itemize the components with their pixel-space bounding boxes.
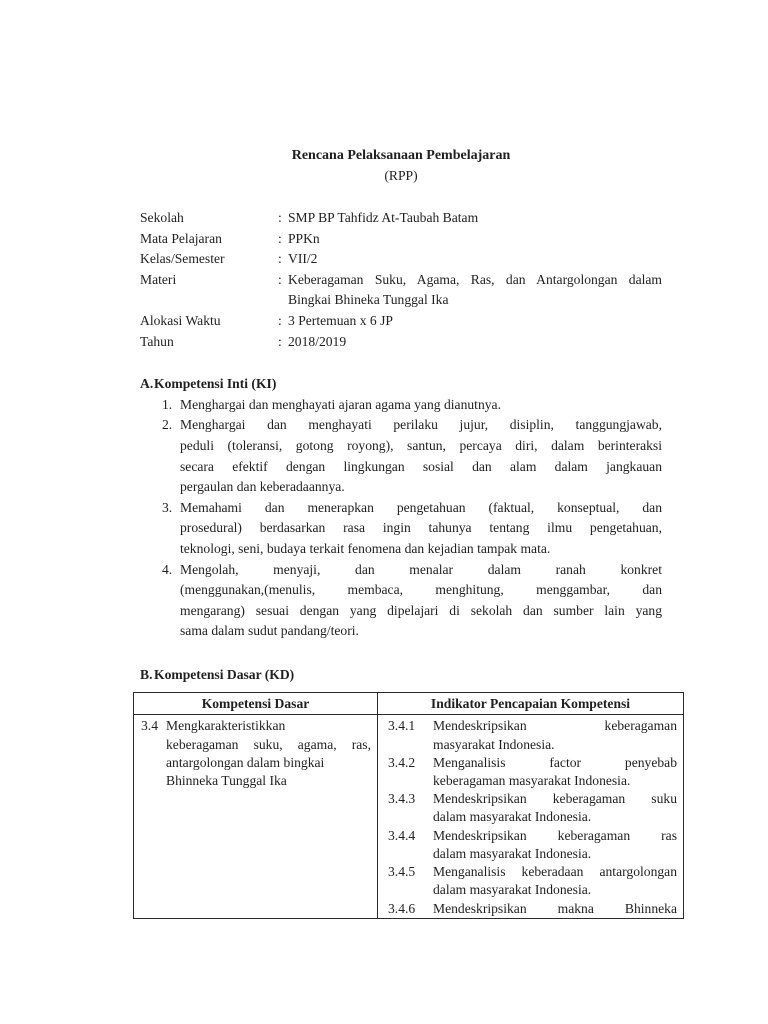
ki-item-line: mengarang) sesuai dengan yang dipelajari di sekolah dan sumber lain yang: [180, 602, 662, 618]
kd-text-line: antargolongan dalam bingkai: [166, 754, 325, 770]
meta-label: Sekolah: [140, 210, 184, 225]
indicator-line: masyarakat Indonesia.: [433, 736, 555, 752]
meta-value: [288, 249, 662, 270]
kd-table-body-row: [134, 715, 683, 918]
meta-value: [288, 270, 662, 311]
meta-label: Kelas/Semester: [140, 251, 225, 267]
indicator-number: 3.4.5: [388, 864, 416, 880]
meta-value-line: 2018/2019: [288, 333, 347, 349]
indicator-number: 3.4.2: [388, 754, 416, 770]
meta-value-line: 3 Pertemuan x 6 JP: [288, 312, 393, 328]
meta-row-tahun: [140, 332, 662, 353]
indicator-3-4-1: [388, 717, 677, 753]
ki-item-line: Menghargai dan menghayati ajaran agama yang dianutnya.: [180, 396, 501, 412]
indicator-3-4-5: [388, 863, 677, 899]
meta-colon: :: [278, 210, 282, 225]
meta-label: Alokasi Waktu: [140, 312, 221, 328]
meta-value: [288, 311, 662, 332]
meta-value-line: PPKn: [288, 230, 320, 246]
ki-item-number: 4.: [162, 561, 173, 577]
section-a-title: Kompetensi Inti (KI): [154, 376, 277, 392]
section-b-heading: [140, 665, 662, 686]
indicator-line: Mendeskripsikan makna Bhinneka: [433, 900, 677, 916]
ki-item-line: pergaulan dan keberadaannya.: [180, 479, 345, 495]
ki-item-line: teknologi, seni, budaya terkait fenomena dan kejadian tampak mata.: [180, 540, 551, 556]
ki-item-line: secara efektif dengan lingkungan sosial dan alam dalam jangkauan: [180, 458, 662, 474]
kd-table-header-row: [134, 693, 683, 715]
kd-table-header-indikator: Indikator Pencapaian Kompetensi: [430, 696, 631, 712]
indicator-line: Mendeskripsikan keberagaman suku: [433, 791, 677, 807]
kd-text-line: Bhinneka Tunggal Ika: [166, 773, 287, 789]
document-title: Rencana Pelaksanaan Pembelajaran: [291, 148, 511, 163]
ki-item-4: [140, 560, 662, 642]
ki-item-number: 3.: [162, 499, 173, 515]
meta-colon: :: [278, 312, 282, 328]
ki-item-line: peduli (toleransi, gotong royong), santun, percaya diri, dalam berinteraksi: [180, 437, 662, 453]
kd-cell-indikator: [378, 715, 683, 918]
kd-table-header-kompetensi-dasar: Kompetensi Dasar: [134, 693, 378, 714]
indicator-line: Menganalisis keberadaan antargolongan: [433, 864, 677, 880]
meta-value-line: Bingkai Bhineka Tunggal Ika: [288, 292, 449, 308]
section-a-letter: A.: [140, 376, 154, 392]
indicator-line: dalam masyarakat Indonesia.: [433, 845, 592, 861]
document-content: [140, 146, 677, 919]
ki-item-line: Mengolah, menyaji, dan menalar dalam ranah konkret: [180, 561, 662, 577]
meta-colon: :: [278, 251, 282, 267]
ki-item-number: 2.: [162, 417, 173, 433]
meta-row-kelas-semester: [140, 249, 662, 270]
meta-colon: :: [278, 271, 282, 287]
indicator-line: Mendeskripsikan keberagaman ras: [433, 827, 677, 843]
kd-text-line: Mengkarakteristikkan: [166, 718, 286, 734]
indicator-number: 3.4.4: [388, 827, 416, 843]
indicator-line: dalam masyarakat Indonesia.: [433, 882, 592, 898]
ki-item-2: [140, 415, 662, 497]
meta-value-line: VII/2: [288, 251, 318, 267]
meta-value: [288, 229, 662, 250]
ki-item-line: (menggunakan,(menulis, membaca, menghitung, menggambar, dan: [180, 582, 662, 598]
meta-value-line: Keberagaman Suku, Agama, Ras, dan Antargolongan dalam: [288, 271, 662, 287]
kd-table: [133, 692, 684, 919]
meta-label: Materi: [140, 271, 177, 287]
meta-row-alokasi-waktu: [140, 311, 662, 332]
indicator-line: Menganalisis factor penyebab: [433, 754, 677, 770]
kd-text: [141, 717, 371, 790]
meta-row-mata-pelajaran: [140, 229, 662, 250]
indicator-number: 3.4.6: [388, 900, 416, 916]
indicator-line: keberagaman masyarakat Indonesia.: [433, 773, 631, 789]
meta-value-line: SMP BP Tahfidz At-Taubah Batam: [288, 210, 479, 225]
kd-text-line: keberagaman suku, agama, ras,: [166, 736, 371, 752]
section-b-title: Kompetensi Dasar (KD): [154, 666, 295, 682]
ki-item-line: sama dalam sudut pandang/teori.: [180, 623, 359, 639]
ki-list: [140, 395, 662, 642]
indicator-line: dalam masyarakat Indonesia.: [433, 809, 592, 825]
indicator-3-4-4: [388, 827, 677, 863]
indicator-number: 3.4.1: [388, 718, 416, 734]
meta-row-materi: [140, 270, 662, 311]
meta-label: Mata Pelajaran: [140, 230, 222, 246]
meta-block: [140, 208, 662, 352]
indicator-number: 3.4.3: [388, 791, 416, 807]
ki-item-line: prosedural) berdasarkan rasa ingin tahunya tentang ilmu pengetahuan,: [180, 520, 662, 536]
meta-row-sekolah: [140, 208, 662, 229]
ki-item-number: 1.: [162, 396, 173, 412]
section-b-letter: B.: [140, 666, 153, 682]
meta-colon: :: [278, 230, 282, 246]
document-subtitle: (RPP): [384, 168, 418, 183]
meta-label: Tahun: [140, 333, 174, 349]
ki-item-3: [140, 498, 662, 560]
meta-value: [288, 332, 662, 353]
kd-number: 3.4: [141, 718, 158, 734]
title-block: [140, 146, 662, 186]
indicator-3-4-3: [388, 790, 677, 826]
meta-value: [288, 208, 662, 229]
ki-item-1: [140, 395, 662, 416]
section-a-heading: [140, 374, 662, 395]
ki-item-line: Menghargai dan menghayati perilaku jujur, disiplin, tanggungjawab,: [180, 417, 662, 433]
indicator-3-4-2: [388, 754, 677, 790]
meta-colon: :: [278, 333, 282, 349]
kd-cell-kompetensi-dasar: [134, 715, 378, 918]
ki-item-line: Memahami dan menerapkan pengetahuan (faktual, konseptual, dan: [180, 499, 662, 515]
indicator-line: Mendeskripsikan keberagaman: [433, 718, 677, 734]
indicator-3-4-6: [388, 900, 677, 918]
